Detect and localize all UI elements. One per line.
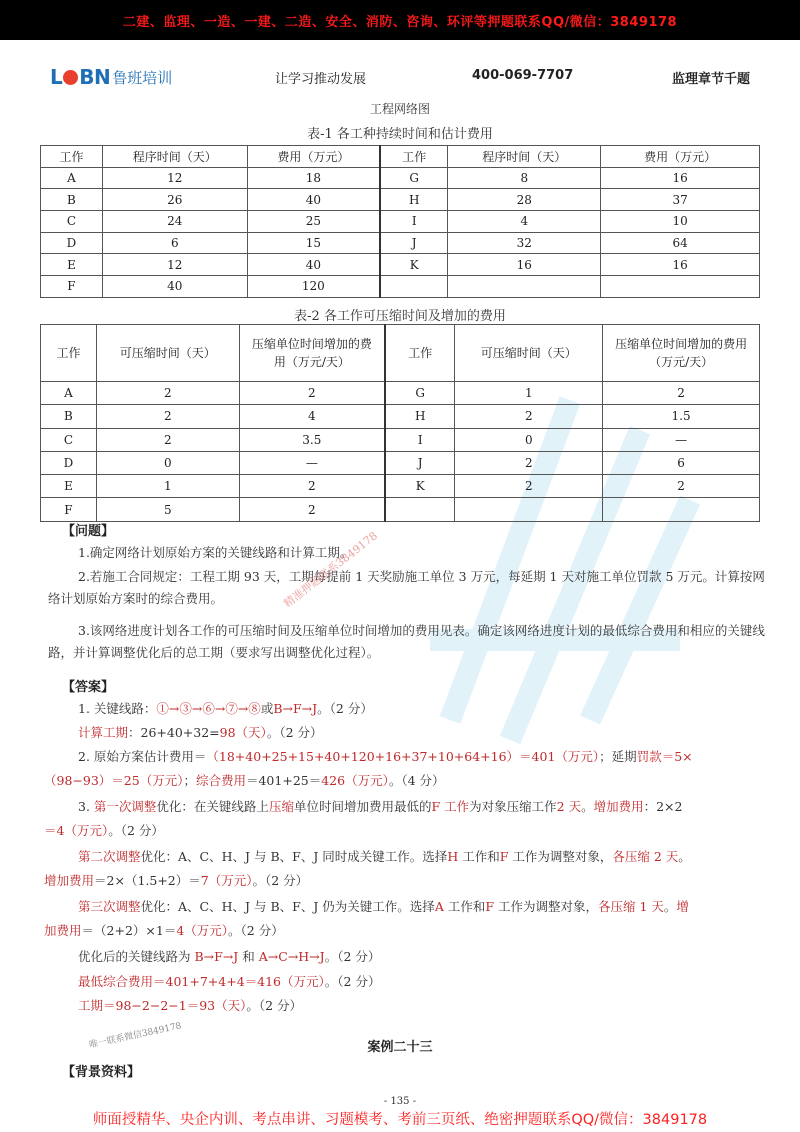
logo-chinese-name: 鲁班培训 — [112, 68, 173, 87]
column-header: 工作 — [385, 325, 455, 382]
table-cell: F — [41, 276, 103, 298]
question-1: 1.确定网络计划原始方案的关键线路和计算工期。 — [78, 545, 353, 560]
table-cell: 32 — [448, 232, 601, 254]
answer-3-step-3-line-2: 加费用＝（2+2）×1＝4（万元）。（2 分） — [44, 923, 284, 938]
table-cell: 8 — [448, 167, 601, 189]
critical-path-nodes: ①→③→⑥→⑦→⑧ — [156, 701, 261, 716]
table-cell: 0 — [96, 451, 239, 474]
page-number: - 135 - — [383, 1096, 417, 1107]
table-cell: B — [41, 189, 103, 211]
table-cell: B — [41, 405, 97, 428]
column-header: 费用（万元） — [601, 146, 760, 168]
table-cell: 28 — [448, 189, 601, 211]
table-cell: 16 — [601, 254, 760, 276]
table-cell: H — [380, 189, 448, 211]
logo-letter-l: L — [50, 65, 63, 89]
table-cell: J — [380, 232, 448, 254]
table-cell: 15 — [247, 232, 380, 254]
table-cell: G — [385, 382, 455, 405]
top-ad-banner — [0, 0, 800, 40]
questions-heading: 【问题】 — [62, 524, 115, 539]
footer-ad-text: 师面授精华、央企内训、考点串讲、习题模考、考前三页纸、绝密押题联系QQ/微信：3849178 — [92, 1112, 708, 1128]
question-2: 2.若施工合同规定：工程工期 93 天，工期每提前 1 天奖励施工单位 3 万元，每延期 1 天对施工单位罚款 5 万元。计算按网络计划原始方案时的综合费用。 — [48, 569, 765, 606]
table-row — [41, 498, 760, 521]
table-cell: C — [41, 428, 97, 451]
logo-sun-dot-icon — [63, 70, 78, 85]
table1-title: 表-1 各工种持续时间和估计费用 — [307, 127, 493, 142]
table-cell: 40 — [102, 276, 247, 298]
table-row — [41, 276, 760, 298]
table-cell: 3.5 — [239, 428, 385, 451]
column-header: 压缩单位时间增加的费用（万元/天） — [603, 325, 760, 382]
figure-caption: 工程网络图 — [369, 102, 430, 116]
table-cell: 16 — [448, 254, 601, 276]
table-row — [41, 254, 760, 276]
table-cell: — — [239, 451, 385, 474]
table-cell — [448, 276, 601, 298]
table-cell: 25 — [247, 211, 380, 233]
table-cell: 6 — [603, 451, 760, 474]
table-cell: 16 — [601, 167, 760, 189]
table-cell: 2 — [239, 498, 385, 521]
column-header: 工作 — [380, 146, 448, 168]
table-cell: C — [41, 211, 103, 233]
answer-2-line-1: 2. 原始方案估计费用＝（18+40+25+15+40+120+16+37+10+64+16）＝401（万元）；延期罚款＝5× — [78, 749, 693, 764]
answer-3-step-2-line-2: 增加费用＝2×（1.5+2）＝7（万元）。（2 分） — [44, 873, 309, 888]
header-phone: 400-069-7707 — [472, 68, 574, 83]
table-cell: 1 — [455, 382, 603, 405]
answer-3-step-2-line-1: 第二次调整优化：A、C、H、J 与 B、F、J 同时成关键工作。选择H 工作和F 工作为调整对象，各压缩 2 天。 — [78, 849, 691, 864]
table-cell: D — [41, 232, 103, 254]
table-cell: 2 — [96, 382, 239, 405]
column-header: 可压缩时间（天） — [96, 325, 239, 382]
answer-2-line-2: （98−93）＝25（万元）；综合费用＝401+25＝426（万元）。（4 分） — [44, 773, 445, 788]
table-cell — [385, 498, 455, 521]
table-cell: A — [41, 167, 103, 189]
table-cell: 0 — [455, 428, 603, 451]
question-3: 3.该网络进度计划各工作的可压缩时间及压缩单位时间增加的费用见表。确定该网络进度计划的最低综合费用和相应的关键线路，并计算调整优化后的总工期（要求写出调整优化过程）。 — [48, 623, 765, 660]
header-series-title: 监理章节千题 — [671, 72, 750, 87]
table-cell: 18 — [247, 167, 380, 189]
table-cell: G — [380, 167, 448, 189]
table-cell — [601, 276, 760, 298]
case-title: 案例二十三 — [367, 1040, 433, 1055]
table-cell: 2 — [455, 405, 603, 428]
table-cell: 40 — [247, 254, 380, 276]
answer-3-step-1-line-1: 3. 第一次调整优化：在关键线路上压缩单位时间增加费用最低的F 工作为对象压缩工作2 天。增加费用：2×2 — [78, 799, 683, 814]
table-cell: 12 — [102, 254, 247, 276]
table-cell: H — [385, 405, 455, 428]
table-cell: 1 — [96, 475, 239, 498]
column-header: 压缩单位时间增加的费用（万元/天） — [239, 325, 385, 382]
critical-path-works: B→F→J — [273, 701, 318, 716]
table-cell — [380, 276, 448, 298]
table-cell: 2 — [96, 428, 239, 451]
table-cell: 40 — [247, 189, 380, 211]
brand-logo — [50, 65, 172, 89]
table-cell — [455, 498, 603, 521]
table-row — [41, 211, 760, 233]
answer-minimum-cost: 最低综合费用＝401+7+4+4＝416（万元）。（2 分） — [78, 974, 381, 989]
table-cell: E — [41, 254, 103, 276]
column-header: 工作 — [41, 146, 103, 168]
table-cell: 37 — [601, 189, 760, 211]
answer-1-critical-path: 1. 关键线路：①→③→⑥→⑦→⑧或B→F→J。（2 分） — [78, 701, 373, 716]
column-header: 可压缩时间（天） — [455, 325, 603, 382]
table-row — [41, 428, 760, 451]
answer-3-step-1-line-2: ＝4（万元）。（2 分） — [44, 823, 164, 838]
table-cell: 120 — [247, 276, 380, 298]
document-page — [0, 40, 800, 1132]
answer-1-duration: 计算工期：26+40+32=98（天）。（2 分） — [78, 725, 323, 740]
table-cell: D — [41, 451, 97, 474]
column-header: 程序时间（天） — [102, 146, 247, 168]
table-cell: A — [41, 382, 97, 405]
column-header: 程序时间（天） — [448, 146, 601, 168]
answers-heading: 【答案】 — [62, 680, 115, 695]
table-row — [41, 475, 760, 498]
table-cell — [603, 498, 760, 521]
table-cell: 5 — [96, 498, 239, 521]
table-row — [41, 189, 760, 211]
background-heading: 【背景资料】 — [62, 1065, 141, 1080]
table-cell: 4 — [239, 405, 385, 428]
table-row — [41, 167, 760, 189]
answer-total-duration: 工期＝98−2−2−1＝93（天）。（2 分） — [78, 998, 303, 1013]
table-cell: 2 — [455, 451, 603, 474]
page-header — [0, 65, 800, 89]
table-cell: 2 — [603, 475, 760, 498]
table-header-row — [41, 325, 760, 382]
table-cell: K — [385, 475, 455, 498]
small-watermark-text: 唯一联系微信3849178 — [88, 1021, 183, 1051]
table-cell: 26 — [102, 189, 247, 211]
table-cell: 2 — [455, 475, 603, 498]
table-cell: F — [41, 498, 97, 521]
table-row — [41, 405, 760, 428]
table-cell: E — [41, 475, 97, 498]
answer-optimized-critical-path: 优化后的关键线路为 B→F→J 和 A→C→H→J。（2 分） — [78, 949, 381, 964]
table-cell: J — [385, 451, 455, 474]
column-header: 费用（万元） — [247, 146, 380, 168]
top-ad-text: 二建、监理、一造、一建、二造、安全、消防、咨询、环评等押题联系QQ/微信：3849178 — [122, 14, 678, 30]
table-cell: 2 — [603, 382, 760, 405]
table-cell: I — [380, 211, 448, 233]
table-cell: 2 — [239, 475, 385, 498]
table-row — [41, 232, 760, 254]
table-cell: 2 — [239, 382, 385, 405]
table-row — [41, 382, 760, 405]
table-cell: 24 — [102, 211, 247, 233]
answer-3-step-3-line-1: 第三次调整优化：A、C、H、J 与 B、F、J 仍为关键工作。选择A 工作和F 工作为调整对象，各压缩 1 天。增 — [78, 899, 689, 914]
table-cell: 1.5 — [603, 405, 760, 428]
header-slogan: 让学习推动发展 — [275, 72, 367, 87]
table-cell: 64 — [601, 232, 760, 254]
table-cell: I — [385, 428, 455, 451]
duration-cost-table — [40, 145, 760, 298]
table-cell: 12 — [102, 167, 247, 189]
diagonal-watermark-text: 精准押题联系3849178 — [281, 529, 381, 611]
table-cell: K — [380, 254, 448, 276]
table-row — [41, 451, 760, 474]
table-cell: 2 — [96, 405, 239, 428]
logo-letters-bn: BN — [79, 65, 111, 89]
table2-title: 表-2 各工作可压缩时间及增加的费用 — [294, 309, 506, 324]
table-cell: 6 — [102, 232, 247, 254]
column-header: 工作 — [41, 325, 97, 382]
table-cell: 10 — [601, 211, 760, 233]
table-cell: 4 — [448, 211, 601, 233]
table-header-row — [41, 146, 760, 168]
compression-cost-table — [40, 324, 760, 522]
table-cell: — — [603, 428, 760, 451]
